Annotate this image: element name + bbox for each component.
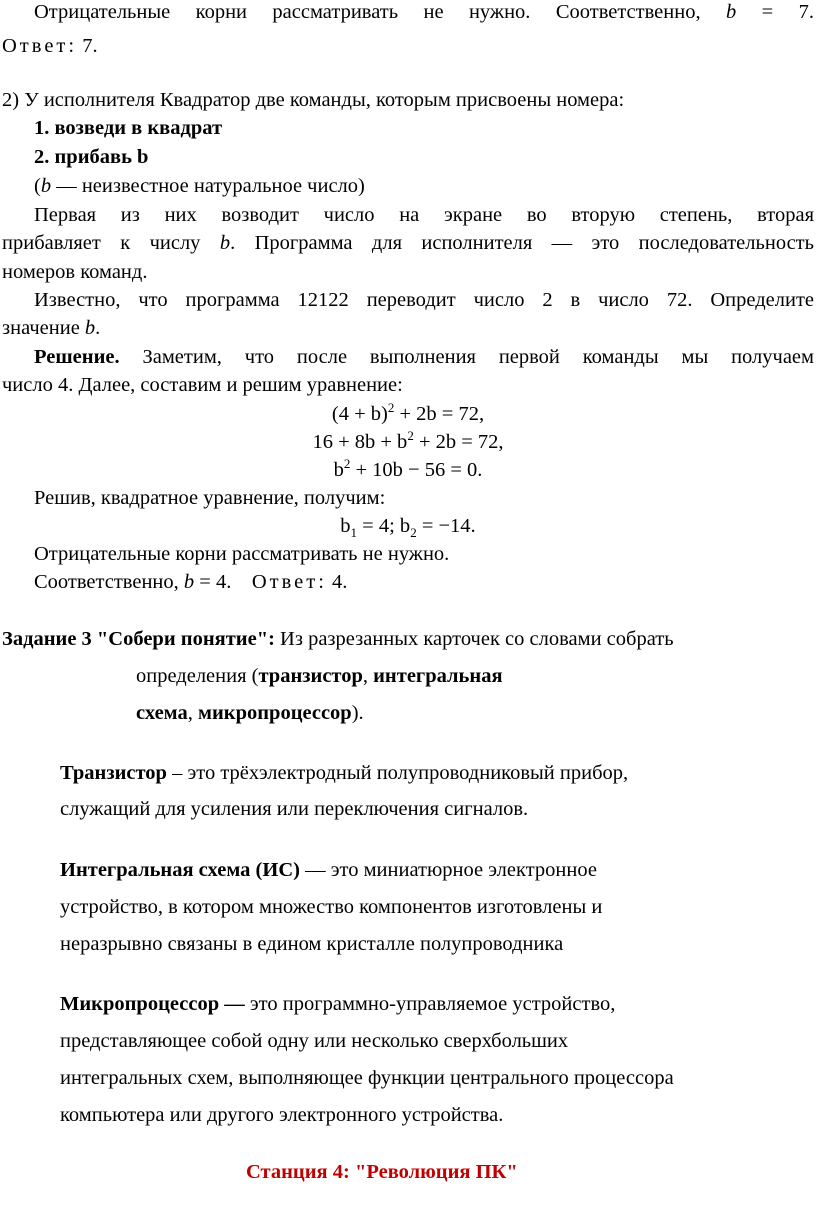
solution-line2: число 4. Далее, составим и решим уравнение: (2, 374, 403, 396)
equation-1: $(4 + b)^2 + 2b = 72$, (331, 400, 485, 425)
solution-line1: Решение. Заметим, что после выполнения первой команды мы получаем (34, 346, 814, 368)
para2-line2: значение b. (2, 317, 101, 339)
def-cpu-line4: компьютера или другого электронного устройства. (60, 1104, 504, 1126)
def-cpu-line2: представляющее собой одну или несколько сверхбольших (60, 1030, 569, 1052)
command-2: 2. прибавь b (34, 146, 149, 168)
def-ic-line3: неразрывно связаны в едином кристалле полупроводника (60, 933, 564, 955)
command-1: 1. возведи в квадрат (34, 117, 223, 139)
task3-terms-line1: определения (транзистор, интегральная (136, 665, 503, 687)
def-ic-line2: устройство, в котором множество компонентов изготовлены и (60, 896, 603, 918)
para1-line1: Первая из них возводит число на экране во вторую степень, вторая (34, 204, 814, 226)
def-transistor-line1: Транзистор – это трёхэлектродный полупроводниковый прибор, (60, 762, 629, 784)
equation-3: $b^2 + 10b - 56 = 0$. (333, 456, 483, 481)
roots-line: $b_1 = 4$; $b_2 = -14$. (340, 515, 476, 541)
b-note: (b — неизвестное натуральное число) (34, 175, 365, 197)
para2-line1: Известно, что программа 12122 переводит число 2 в число 72. Определите (34, 289, 814, 311)
answer-7-line: Ответ: 7. (2, 35, 98, 57)
def-transistor-line2: служащий для усиления или переключения сигналов. (60, 798, 529, 820)
def-cpu-line1: Микропроцессор — это программно-управляемое устройство, (60, 993, 616, 1015)
solve-text: Решив, квадратное уравнение, получим: (34, 487, 386, 509)
station-title: Станция 4: "Революция ПК" (246, 1161, 518, 1183)
para1-line3: номеров команд. (2, 261, 148, 283)
task3-title-line: Задание 3 "Собери понятие": Из разрезанных карточек со словами собрать (2, 628, 674, 650)
def-ic-line1: Интегральная схема (ИС) — это миниатюрное электронное (60, 859, 597, 881)
final-answer-line: Соответственно, b = 4. Ответ: 4. (34, 571, 348, 593)
equation-2: $16 + 8b + b^2 + 2b = 72$, (312, 428, 504, 453)
def-cpu-line3: интегральных схем, выполняющее функции центрального процессора (60, 1067, 674, 1089)
neg-roots-line-2: Отрицательные корни рассматривать не нужно. (34, 543, 450, 565)
para1-line2: прибавляет к числу b. Программа для исполнителя — это последовательность (2, 232, 814, 254)
neg-roots-line: Отрицательные корни рассматривать не нужно. Соответственно, b = 7. (34, 1, 814, 23)
task2-intro: 2) У исполнителя Квадратор две команды, которым присвоены номера: (2, 89, 625, 111)
task3-terms-line2: схема, микропроцессор). (136, 702, 364, 724)
